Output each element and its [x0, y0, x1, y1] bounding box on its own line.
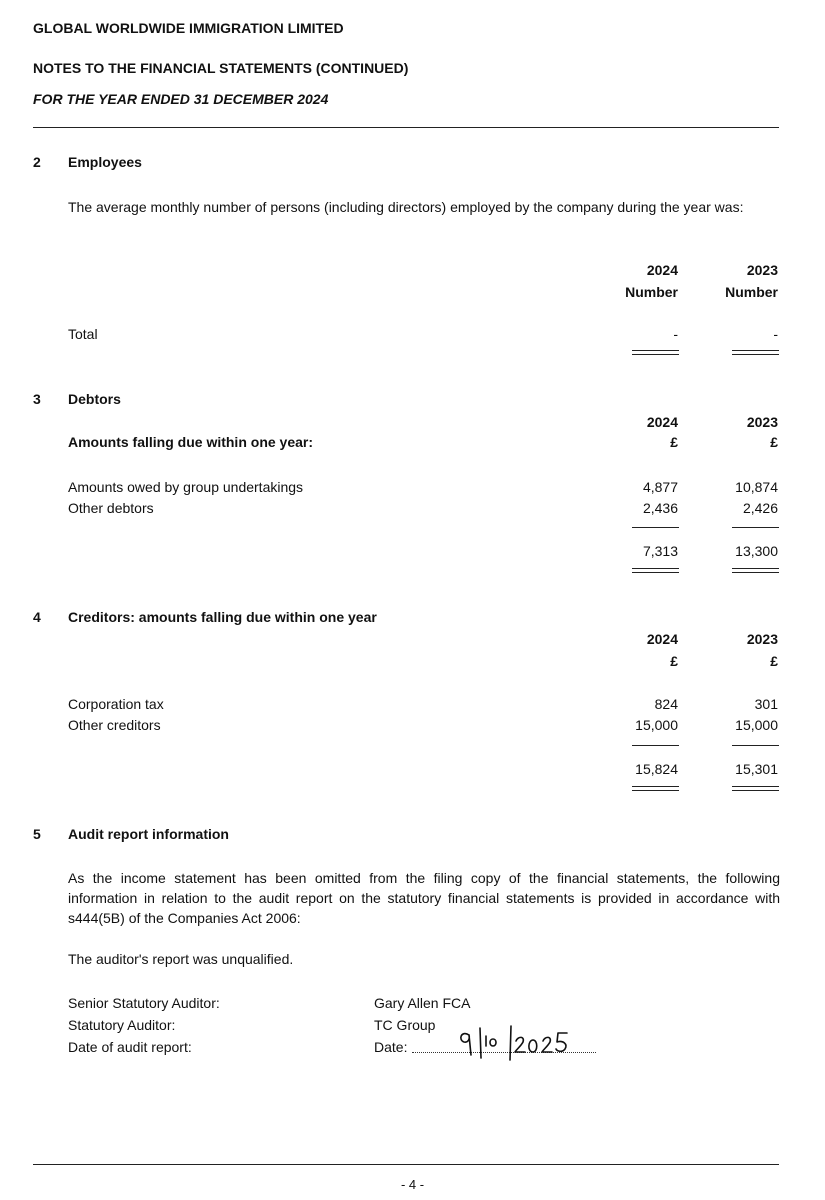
- note4-number: 4: [33, 609, 41, 625]
- note4-row-2023: 301: [754, 696, 778, 712]
- note3-col-2024-year: 2024: [646, 414, 678, 430]
- note3-row-2023: 10,874: [735, 479, 778, 495]
- note2-double-rule-2023: [732, 350, 779, 355]
- note3-row-2024: 2,436: [642, 500, 678, 516]
- note4-row-2024: 824: [654, 696, 678, 712]
- footer-divider: [33, 1164, 779, 1165]
- statutory-auditor-firm: TC Group: [374, 1017, 436, 1033]
- note3-subtitle: Amounts falling due within one year:: [68, 434, 314, 450]
- note3-single-rule-2024: [632, 527, 679, 528]
- note2-col-2023-year: 2023: [746, 262, 778, 278]
- note4-col-2024-unit: £: [670, 653, 678, 669]
- note4-total-2023: 15,301: [735, 761, 778, 777]
- note5-number: 5: [33, 826, 41, 842]
- page-number: - 4 -: [400, 1177, 425, 1192]
- note3-title: Debtors: [68, 391, 121, 407]
- note3-col-2023-unit: £: [770, 434, 778, 450]
- note3-col-2023-year: 2023: [746, 414, 778, 430]
- note4-row-2024: 15,000: [635, 717, 678, 733]
- note4-col-2024-year: 2024: [646, 631, 678, 647]
- note2-text: The average monthly number of persons (including directors) employed by the company during the year was:: [68, 199, 744, 215]
- note4-row-label: Corporation tax: [68, 696, 164, 712]
- note3-number: 3: [33, 391, 41, 407]
- note4-row-label: Other creditors: [68, 717, 161, 733]
- note5-text: As the income statement has been omitted from the filing copy of the financial statements, the following information in relation to the audit report on the statutory financial statements is provided in accordance with s444(5B) of the Companies Act 2006:: [68, 870, 780, 926]
- note3-row-label: Amounts owed by group undertakings: [68, 479, 304, 495]
- period-title: FOR THE YEAR ENDED 31 DECEMBER 2024: [33, 91, 329, 107]
- note3-total-2023: 13,300: [735, 543, 778, 559]
- note4-row-2023: 15,000: [735, 717, 778, 733]
- note2-double-rule-2024: [632, 350, 679, 355]
- note2-col-2024-year: 2024: [646, 262, 678, 278]
- note4-col-2023-unit: £: [770, 653, 778, 669]
- note3-row-2023: 2,426: [742, 500, 778, 516]
- note3-double-rule-2023: [732, 568, 779, 573]
- note3-single-rule-2023: [732, 527, 779, 528]
- note2-number: 2: [33, 154, 41, 170]
- note3-total-2024: 7,313: [642, 543, 678, 559]
- audit-date-label: Date of audit report:: [68, 1039, 192, 1055]
- note2-total-label: Total: [68, 326, 98, 342]
- note4-single-rule-2024: [632, 745, 679, 746]
- audit-opinion: The auditor's report was unqualified.: [68, 951, 294, 967]
- note3-double-rule-2024: [632, 568, 679, 573]
- note2-col-2023-unit: Number: [725, 284, 778, 300]
- statutory-auditor-label: Statutory Auditor:: [68, 1017, 176, 1033]
- note2-title: Employees: [68, 154, 142, 170]
- handwritten-date-signature: [455, 1022, 590, 1064]
- note4-col-2023-year: 2023: [746, 631, 778, 647]
- header-divider: [33, 127, 779, 128]
- senior-auditor-name: Gary Allen FCA: [374, 995, 471, 1011]
- note4-double-rule-2023: [732, 786, 779, 791]
- note4-single-rule-2023: [732, 745, 779, 746]
- note2-total-2024: -: [673, 326, 678, 342]
- note2-total-2023: -: [773, 326, 778, 342]
- notes-title: NOTES TO THE FINANCIAL STATEMENTS (CONTINUED): [33, 60, 409, 76]
- note4-title: Creditors: amounts falling due within one year: [68, 609, 377, 625]
- note3-col-2024-unit: £: [670, 434, 678, 450]
- note3-row-2024: 4,877: [642, 479, 678, 495]
- note2-col-2024-unit: Number: [625, 284, 678, 300]
- note3-row-label: Other debtors: [68, 500, 154, 516]
- note4-double-rule-2024: [632, 786, 679, 791]
- senior-auditor-label: Senior Statutory Auditor:: [68, 995, 220, 1011]
- note4-total-2024: 15,824: [635, 761, 678, 777]
- note5-title: Audit report information: [68, 826, 229, 842]
- company-name: GLOBAL WORLDWIDE IMMIGRATION LIMITED: [33, 20, 344, 36]
- date-field-label: Date:: [374, 1039, 408, 1055]
